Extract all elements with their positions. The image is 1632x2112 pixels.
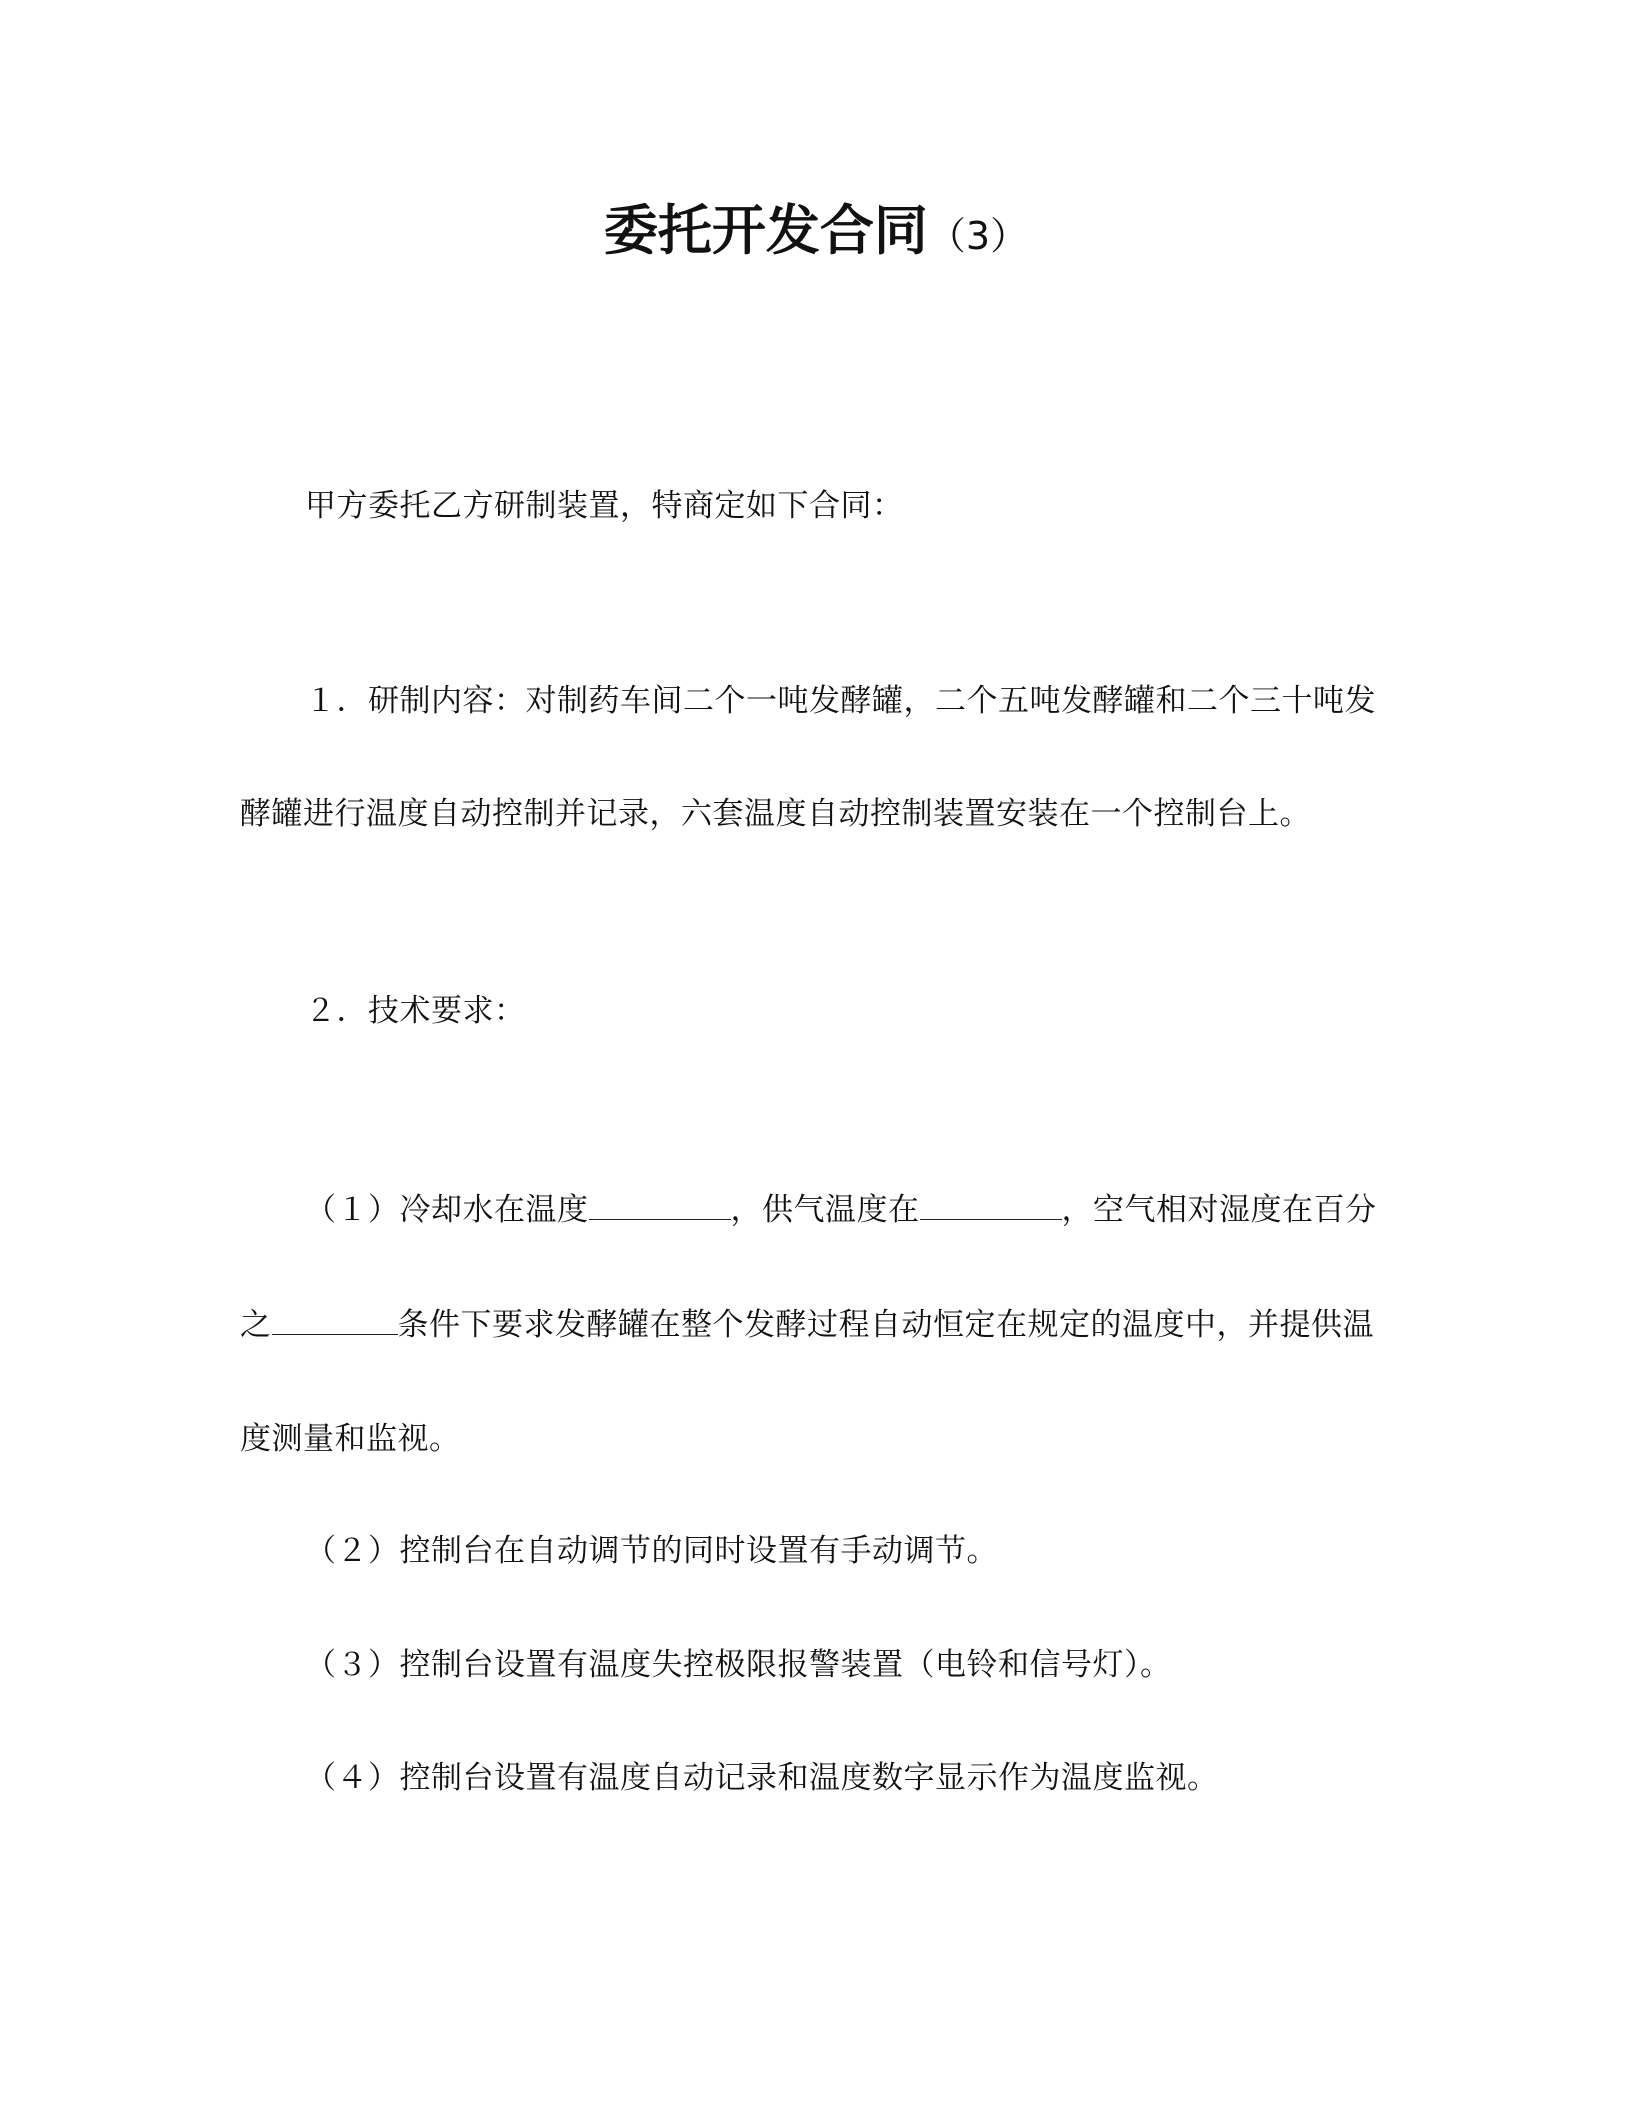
blank-field-air-temp [920,1187,1062,1220]
document-title [0,196,1632,271]
blank-field-cooling-temp [589,1187,731,1220]
item1-text-d: 之 [240,1307,272,1343]
item1-text-a: （１）冷却水在温度 [305,1192,589,1228]
item3: （３）控制台设置有温度失控极限报警装置（电铃和信号灯）。 [305,1647,1172,1683]
item1-text-c: ，空气相对湿度在百分 [1061,1192,1377,1228]
title-suffix: （3） [927,214,1029,258]
intro-paragraph: 甲方委托乙方研制装置，特商定如下合同： [305,488,904,524]
blank-field-humidity [272,1302,398,1335]
title-main: 委托开发合同 [603,199,928,262]
item1-text-b: ，供气温度在 [730,1192,920,1228]
item1-line3: 度测量和监视。 [240,1421,461,1457]
item1-text-e: 条件下要求发酵罐在整个发酵过程自动恒定在规定的温度中，并提供温 [397,1307,1374,1343]
section1-line1: １．研制内容：对制药车间二个一吨发酵罐，二个五吨发酵罐和二个三十吨发 [305,683,1376,719]
section1-line2: 酵罐进行温度自动控制并记录，六套温度自动控制装置安装在一个控制台上。 [240,796,1311,832]
item1-line1 [305,1187,1377,1231]
section2-heading: ２．技术要求： [305,993,526,1029]
item2: （２）控制台在自动调节的同时设置有手动调节。 [305,1533,998,1569]
item4: （４）控制台设置有温度自动记录和温度数字显示作为温度监视。 [305,1760,1219,1796]
item1-line2 [240,1302,1374,1346]
